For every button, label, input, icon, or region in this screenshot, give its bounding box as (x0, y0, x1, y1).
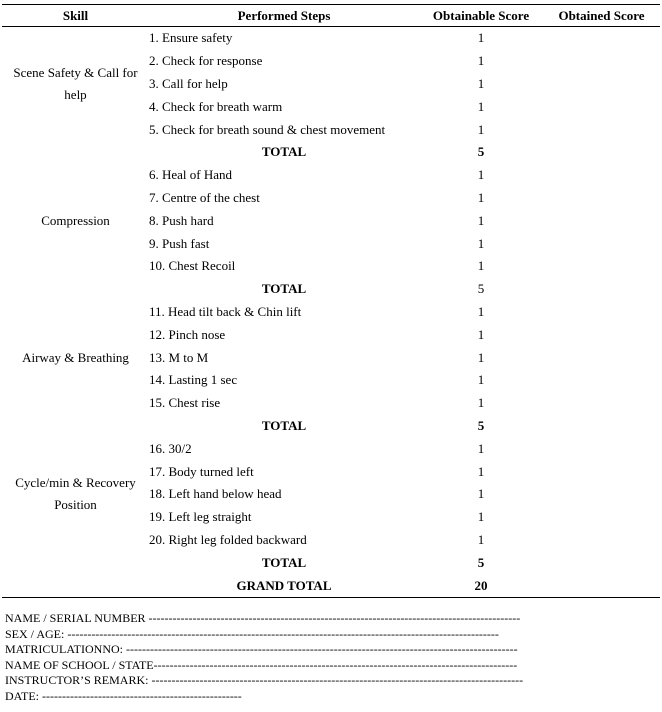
table-row (2, 27, 660, 50)
step-cell: 1. Ensure safety (149, 30, 233, 46)
obtainable-score-cell: 1 (477, 531, 485, 547)
grand-total-row (2, 574, 660, 597)
obtained-score-cell (543, 392, 660, 415)
sex-age-field: SEX / AGE: ------------------------------------------------------------------------------------------------------------ (5, 626, 499, 641)
obtainable-score-cell: 1 (477, 326, 485, 342)
step-cell: 12. Pinch nose (149, 326, 226, 342)
header-obtained-score: Obtained Score (543, 5, 660, 27)
instructor-remark-field: INSTRUCTOR’S REMARK: --------------------------------------------------------------------------------------------- (5, 673, 524, 688)
step-cell: 13. M to M (149, 349, 209, 365)
skill-cell: Scene Safety & Call for help (13, 64, 138, 102)
obtainable-score-cell: 1 (477, 98, 485, 114)
obtainable-score-cell: 1 (477, 440, 485, 456)
obtainable-score-cell: 1 (477, 30, 485, 46)
total-row (2, 278, 660, 301)
obtained-score-cell (543, 209, 660, 232)
step-cell: 8. Push hard (149, 212, 214, 228)
obtainable-score-cell: 1 (477, 167, 485, 183)
skill-cell: Compression (41, 212, 110, 228)
obtainable-score-cell: 1 (477, 235, 485, 251)
table-row (2, 164, 660, 187)
total-label: TOTAL (261, 281, 307, 297)
obtained-score-cell (543, 73, 660, 96)
step-cell: 17. Body turned left (149, 463, 254, 479)
obtained-score-cell (543, 323, 660, 346)
obtained-score-cell (543, 255, 660, 278)
header-row (2, 5, 660, 27)
obtained-score-cell (543, 529, 660, 552)
total-value: 5 (477, 281, 485, 297)
obtained-score-cell (543, 506, 660, 529)
obtainable-score-cell: 1 (477, 486, 485, 502)
total-value: 5 (477, 417, 485, 433)
date-field: DATE: -------------------------------------------------- (5, 688, 242, 703)
obtained-score-cell (543, 301, 660, 324)
obtainable-score-cell: 1 (477, 121, 485, 137)
obtained-score-cell (543, 27, 660, 50)
total-row (2, 415, 660, 438)
obtainable-score-cell: 1 (477, 75, 485, 91)
step-cell: 6. Heal of Hand (149, 167, 233, 183)
obtained-score-cell (543, 164, 660, 187)
header-performed-steps: Performed Steps (149, 5, 419, 27)
obtained-score-cell (543, 483, 660, 506)
obtained-score-cell (543, 50, 660, 73)
obtainable-score-cell: 1 (477, 463, 485, 479)
score-table (2, 4, 660, 598)
step-cell: 11. Head tilt back & Chin lift (149, 303, 302, 319)
obtained-score-cell (543, 437, 660, 460)
obtainable-score-cell: 1 (477, 349, 485, 365)
obtainable-score-cell: 1 (477, 303, 485, 319)
total-value: 5 (477, 144, 485, 160)
header-skill: Skill (2, 5, 149, 27)
total-label: TOTAL (261, 144, 307, 160)
grand-total-label: GRAND TOTAL (149, 574, 419, 597)
total-label: TOTAL (261, 554, 307, 570)
grand-total-value: 20 (419, 574, 543, 597)
header-obtainable-score: Obtainable Score (419, 5, 543, 27)
table-row (2, 301, 660, 324)
obtainable-score-cell: 1 (477, 212, 485, 228)
obtainable-score-cell: 1 (477, 189, 485, 205)
matriculation-field: MATRICULATIONNO: -------------------------------------------------------------------------------------------------- (5, 642, 518, 657)
step-cell: 3. Call for help (149, 75, 228, 91)
obtained-score-cell (543, 369, 660, 392)
obtained-score-cell (543, 346, 660, 369)
step-cell: 16. 30/2 (149, 440, 192, 456)
step-cell: 20. Right leg folded backward (149, 531, 307, 547)
obtained-score-cell (543, 118, 660, 141)
step-cell: 10. Chest Recoil (149, 258, 236, 274)
step-cell: 4. Check for breath warm (149, 98, 283, 114)
step-cell: 15. Chest rise (149, 395, 221, 411)
obtained-score-cell (543, 95, 660, 118)
step-cell: 2. Check for response (149, 53, 263, 69)
skill-cell: Airway & Breathing (22, 349, 129, 365)
obtained-score-cell (543, 187, 660, 210)
candidate-details-form (5, 611, 525, 705)
skill-cell: Cycle/min & Recovery Position (15, 475, 136, 513)
obtainable-score-cell: 1 (477, 395, 485, 411)
school-state-field: NAME OF SCHOOL / STATE------------------------------------------------------------------------------------------- (5, 657, 518, 672)
step-cell: 14. Lasting 1 sec (149, 372, 238, 388)
total-row (2, 141, 660, 164)
obtained-score-cell (543, 460, 660, 483)
step-cell: 18. Left hand below head (149, 486, 282, 502)
step-cell: 7. Centre of the chest (149, 189, 260, 205)
total-row (2, 551, 660, 574)
obtainable-score-cell: 1 (477, 258, 485, 274)
step-cell: 19. Left leg straight (149, 509, 252, 525)
obtainable-score-cell: 1 (477, 53, 485, 69)
step-cell: 9. Push fast (149, 235, 210, 251)
step-cell: 5. Check for breath sound & chest movement (149, 121, 386, 137)
obtainable-score-cell: 1 (477, 509, 485, 525)
obtainable-score-cell: 1 (477, 372, 485, 388)
table-row (2, 437, 660, 460)
obtained-score-cell (543, 232, 660, 255)
total-value: 5 (477, 554, 485, 570)
name-serial-field: NAME / SERIAL NUMBER --------------------------------------------------------------------------------------------- (5, 611, 521, 625)
total-label: TOTAL (261, 417, 307, 433)
